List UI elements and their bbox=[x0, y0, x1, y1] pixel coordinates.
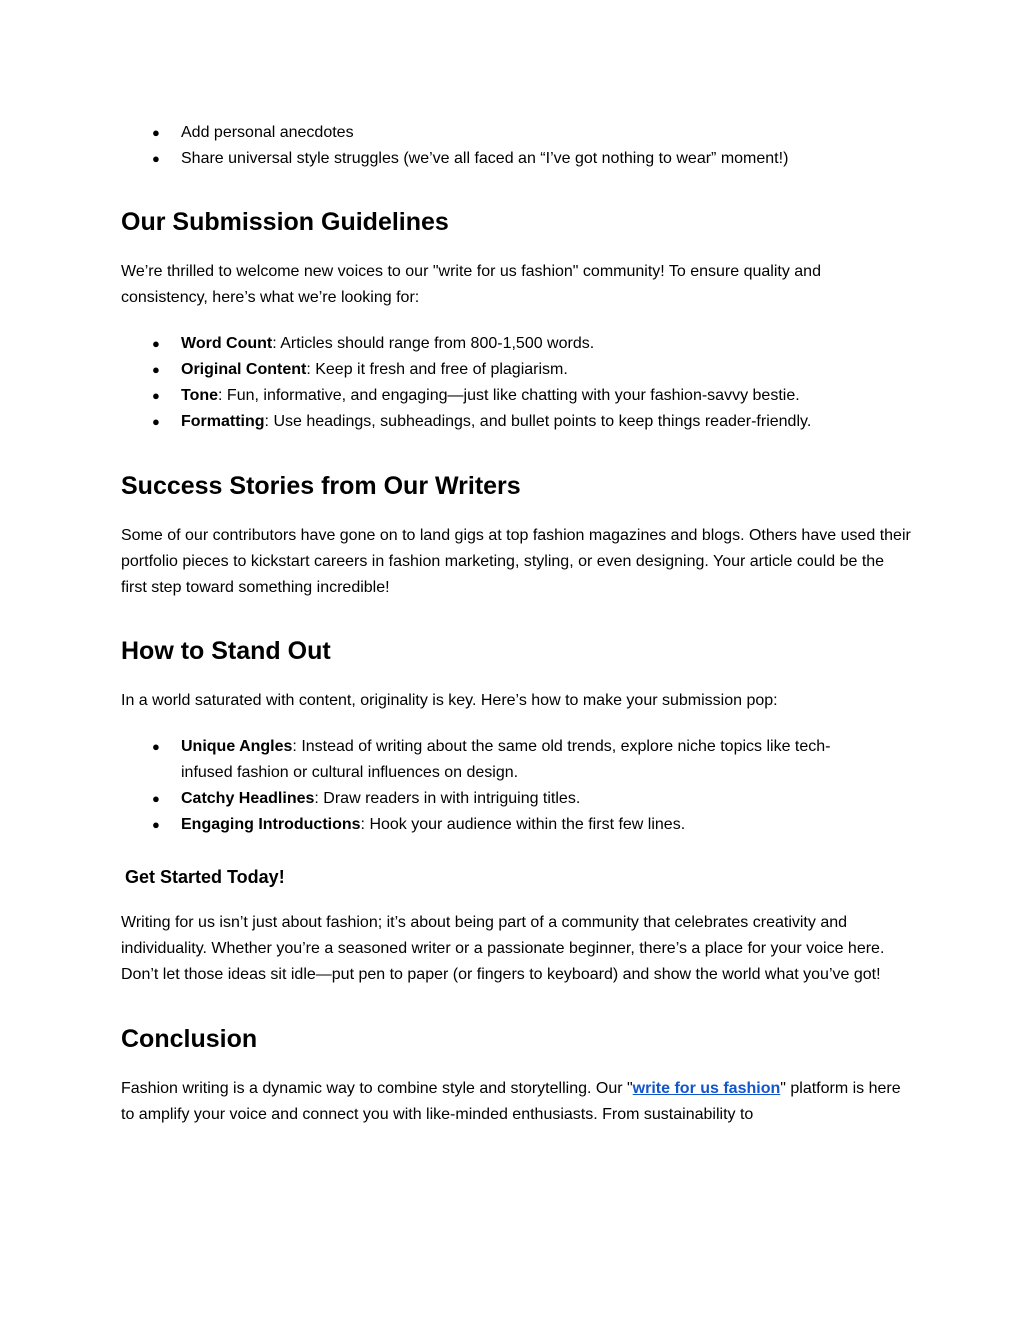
document-page bbox=[121, 120, 911, 1128]
get-started-heading: Get Started Today! bbox=[125, 867, 285, 887]
submission-paragraph: We’re thrilled to welcome new voices to our "write for us fashion" community! To ensure quality and consistency, here’s what we’re looking for: bbox=[121, 263, 821, 306]
list-item-text: : Hook your audience within the first few lines. bbox=[360, 816, 686, 833]
list-item bbox=[121, 409, 911, 435]
list-item bbox=[121, 383, 911, 409]
conclusion-paragraph bbox=[121, 1076, 911, 1128]
list-item-term: Original Content bbox=[181, 361, 307, 378]
standout-paragraph: In a world saturated with content, originality is key. Here’s how to make your submission pop: bbox=[121, 692, 778, 709]
list-item-text: : Draw readers in with intriguing titles. bbox=[314, 790, 581, 807]
list-item bbox=[121, 734, 911, 786]
list-item: ● Add personal anecdotes bbox=[121, 120, 911, 146]
standout-heading: How to Stand Out bbox=[121, 637, 331, 665]
get-started-paragraph: Writing for us isn’t just about fashion; it’s about being part of a community that celebrates creativity and individuality. Whether you’re a seasoned writer or a passionate beginner, there’s a place for your voice here. Don’t let those ideas sit idle—put pen to paper (or fingers to keyboard) and show the world what you’ve got! bbox=[121, 914, 885, 983]
list-item-term: Formatting bbox=[181, 413, 265, 430]
standout-bullet-list bbox=[121, 734, 911, 838]
conclusion-heading: Conclusion bbox=[121, 1025, 258, 1053]
intro-bullet-list bbox=[121, 120, 911, 172]
submission-heading: Our Submission Guidelines bbox=[121, 208, 449, 236]
list-item: ● Share universal style struggles (we’ve all faced an “I’ve got nothing to wear” moment!) bbox=[121, 146, 911, 172]
conclusion-text-before: Fashion writing is a dynamic way to combine style and storytelling. Our " bbox=[121, 1080, 633, 1097]
conclusion-text-after: " platform is here to amplify your voice and connect you with like-minded enthusiasts. From sustainability to bbox=[121, 1080, 901, 1123]
list-item bbox=[121, 812, 911, 838]
write-for-us-fashion-link[interactable]: write for us fashion bbox=[632, 1080, 781, 1097]
success-heading: Success Stories from Our Writers bbox=[121, 472, 521, 500]
list-item-text: : Keep it fresh and free of plagiarism. bbox=[306, 361, 568, 378]
list-item-term: Word Count bbox=[181, 335, 273, 352]
list-item-term: Tone bbox=[181, 387, 219, 404]
list-item-term: Catchy Headlines bbox=[181, 790, 315, 807]
list-item-term: Engaging Introductions bbox=[181, 816, 361, 833]
list-item-text: : Instead of writing about the same old trends, explore niche topics like tech-infused fashion or cultural influences on design. bbox=[181, 738, 831, 781]
list-item bbox=[121, 357, 911, 383]
list-item-text: : Fun, informative, and engaging—just like chatting with your fashion-savvy bestie. bbox=[218, 387, 800, 404]
list-item bbox=[121, 786, 911, 812]
list-item-text: : Articles should range from 800-1,500 words. bbox=[272, 335, 595, 352]
list-item bbox=[121, 331, 911, 357]
list-item-term: Unique Angles bbox=[181, 738, 293, 755]
list-item-text: : Use headings, subheadings, and bullet points to keep things reader-friendly. bbox=[264, 413, 812, 430]
success-paragraph: Some of our contributors have gone on to land gigs at top fashion magazines and blogs. Others have used their portfolio pieces to kickstart careers in fashion marketing, styling, or even designing. Your article could be the first step toward something incredible! bbox=[121, 527, 911, 596]
submission-bullet-list bbox=[121, 331, 911, 435]
